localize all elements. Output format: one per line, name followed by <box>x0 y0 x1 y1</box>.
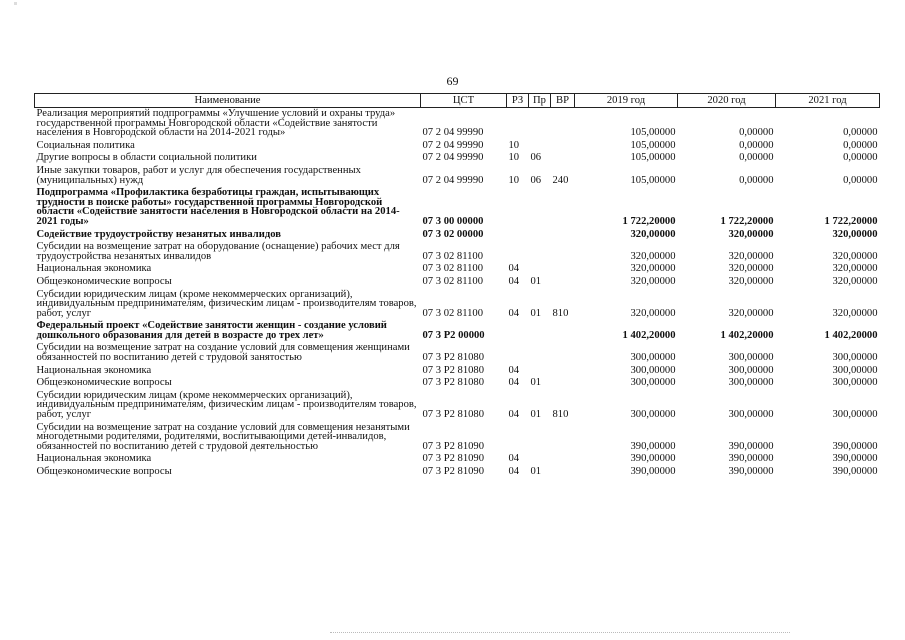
scan-artifact <box>14 2 17 5</box>
cell-y2019: 320,00000 <box>630 250 676 262</box>
cell-y2019: 390,00000 <box>630 440 676 452</box>
cell-y2019: 105,00000 <box>630 127 676 139</box>
cell-y2021: 0,00000 <box>843 127 878 139</box>
table-row <box>35 152 880 165</box>
table-row <box>35 165 880 187</box>
cell-name: Субсидии юридическим лицам (кроме некоммерческих организаций), индивидуальным предпринимателям, физическим лицам - производителям товаров, работ, услуг <box>36 288 417 319</box>
cell-pr <box>529 365 551 378</box>
cell-y2021: 320,00000 <box>832 250 878 262</box>
table-row <box>35 229 880 242</box>
cell-cst: 07 2 04 99990 <box>422 174 484 186</box>
cell-y2020: 0,00000 <box>739 127 774 139</box>
cell-name: Иные закупки товаров, работ и услуг для обеспечения государственных (муниципальных) нужд <box>36 164 361 186</box>
cell-y2021: 300,00000 <box>832 409 878 421</box>
cell-pr <box>529 422 551 454</box>
cell-pr <box>529 229 551 242</box>
cell-y2020: 320,00000 <box>728 228 774 240</box>
cell-y2021: 1 402,20000 <box>824 329 878 341</box>
cell-y2019: 320,00000 <box>630 307 676 319</box>
cell-y2021: 0,00000 <box>843 174 878 186</box>
cell-y2021: 300,00000 <box>832 364 878 376</box>
cell-cst: 07 3 P2 81090 <box>422 440 485 452</box>
cell-rz <box>507 229 529 242</box>
cell-y2019: 1 402,20000 <box>622 329 676 341</box>
cell-vr <box>551 320 575 342</box>
cell-rz <box>507 422 529 454</box>
cell-name: Федеральный проект «Содействие занятости женщин - создание условий дошкольного образования для детей в возрасте до трех лет» <box>36 320 387 341</box>
cell-vr <box>551 466 575 479</box>
cell-vr <box>551 263 575 276</box>
cell-rz <box>507 108 529 140</box>
cell-cst: 07 2 04 99990 <box>422 152 484 164</box>
cell-y2019: 390,00000 <box>630 466 676 477</box>
cell-pr: 01 <box>530 466 542 477</box>
cell-pr: 01 <box>530 409 542 421</box>
cell-y2019: 300,00000 <box>630 409 676 421</box>
cell-rz <box>507 320 529 342</box>
cell-rz: 04 <box>508 263 520 275</box>
cell-name: Общеэкономические вопросы <box>36 275 172 287</box>
cell-cst: 07 3 P2 81080 <box>422 352 485 364</box>
cell-rz <box>507 187 529 228</box>
cell-rz: 04 <box>508 307 520 319</box>
cell-cst: 07 3 P2 00000 <box>422 329 485 341</box>
cell-rz <box>507 241 529 263</box>
cell-y2021: 0,00000 <box>843 139 878 151</box>
cell-cst: 07 3 00 00000 <box>422 215 484 227</box>
cell-y2020: 0,00000 <box>739 139 774 151</box>
cell-pr: 01 <box>530 377 542 389</box>
header-vr: ВР <box>551 94 575 108</box>
cell-vr <box>551 377 575 390</box>
cell-pr: 06 <box>530 174 542 186</box>
cell-y2019: 105,00000 <box>630 152 676 164</box>
cell-rz: 10 <box>508 152 520 164</box>
header-2020: 2020 год <box>678 94 776 108</box>
table-row <box>35 289 880 321</box>
header-rz: РЗ <box>507 94 529 108</box>
cell-rz: 04 <box>508 364 520 376</box>
cell-rz: 04 <box>508 377 520 389</box>
cell-cst: 07 2 04 99990 <box>422 127 484 139</box>
cell-vr <box>551 241 575 263</box>
table-row <box>35 365 880 378</box>
cell-vr <box>551 365 575 378</box>
budget-table <box>34 93 880 479</box>
cell-vr: 810 <box>552 409 569 421</box>
cell-y2019: 320,00000 <box>630 228 676 240</box>
cell-name: Другие вопросы в области социальной политики <box>36 152 257 164</box>
cell-name: Национальная экономика <box>36 364 152 376</box>
cell-y2019: 320,00000 <box>630 275 676 287</box>
cell-name: Национальная экономика <box>36 453 152 465</box>
cell-cst: 07 3 02 00000 <box>422 228 484 240</box>
cell-y2020: 320,00000 <box>728 263 774 275</box>
cell-y2021: 1 722,20000 <box>824 215 878 227</box>
table-row <box>35 453 880 466</box>
header-2019: 2019 год <box>575 94 678 108</box>
table-body <box>35 108 880 479</box>
table-row <box>35 422 880 454</box>
cell-rz: 04 <box>508 453 520 465</box>
cell-y2021: 390,00000 <box>832 453 878 465</box>
cell-y2021: 320,00000 <box>832 307 878 319</box>
cell-vr: 240 <box>552 174 569 186</box>
cell-pr <box>529 453 551 466</box>
cell-y2021: 300,00000 <box>832 377 878 389</box>
cell-y2019: 320,00000 <box>630 263 676 275</box>
cell-y2019: 1 722,20000 <box>622 215 676 227</box>
cell-vr <box>551 152 575 165</box>
cell-cst: 07 3 02 81100 <box>422 307 484 319</box>
cell-name: Субсидии юридическим лицам (кроме некоммерческих организаций), индивидуальным предпринимателям, физическим лицам - производителям товаров, работ, услуг <box>36 389 417 421</box>
cell-rz: 10 <box>508 139 520 151</box>
cell-pr <box>529 140 551 153</box>
cell-y2019: 105,00000 <box>630 174 676 186</box>
cell-y2020: 390,00000 <box>728 466 774 477</box>
cell-vr: 810 <box>552 307 569 319</box>
cell-y2020: 300,00000 <box>728 352 774 364</box>
cell-y2020: 0,00000 <box>739 174 774 186</box>
cell-y2019: 300,00000 <box>630 364 676 376</box>
cell-cst: 07 3 02 81100 <box>422 263 484 275</box>
table-row <box>35 276 880 289</box>
cell-name: Субсидии на возмещение затрат на оборудование (оснащение) рабочих мест для трудоустройства незанятых инвалидов <box>36 241 400 262</box>
header-cst: ЦСТ <box>421 94 507 108</box>
cell-pr: 01 <box>530 275 542 287</box>
table-row <box>35 108 880 140</box>
cell-name: Реализация мероприятий подпрограммы «Улучшение условий и охраны труда» государственной программы Новгородской области «Содействие занятости населения в Новгородской области на 2014-2021 годы» <box>36 108 396 139</box>
header-name: Наименование <box>35 94 421 108</box>
cell-name: Общеэкономические вопросы <box>36 377 172 389</box>
header-pr: Пр <box>529 94 551 108</box>
table-row <box>35 390 880 422</box>
cell-cst: 07 3 P2 81090 <box>422 466 485 477</box>
cell-y2020: 300,00000 <box>728 377 774 389</box>
cell-pr <box>529 263 551 276</box>
cell-rz: 04 <box>508 466 520 477</box>
cell-pr <box>529 241 551 263</box>
cell-cst: 07 3 P2 81080 <box>422 364 485 376</box>
cell-vr <box>551 453 575 466</box>
cell-cst: 07 3 P2 81080 <box>422 377 485 389</box>
cell-vr <box>551 108 575 140</box>
table-row <box>35 342 880 364</box>
cell-y2021: 0,00000 <box>843 152 878 164</box>
cell-rz: 04 <box>508 275 520 287</box>
cell-vr <box>551 276 575 289</box>
cell-pr <box>529 320 551 342</box>
cell-cst: 07 3 P2 81090 <box>422 453 485 465</box>
cell-y2019: 300,00000 <box>630 377 676 389</box>
cell-y2020: 390,00000 <box>728 440 774 452</box>
cell-y2021: 390,00000 <box>832 440 878 452</box>
cell-name: Национальная экономика <box>36 263 152 275</box>
cell-cst: 07 3 02 81100 <box>422 275 484 287</box>
cell-name: Общеэкономические вопросы <box>36 466 172 477</box>
scan-artifact-line <box>330 632 790 634</box>
cell-vr <box>551 140 575 153</box>
table-row <box>35 187 880 228</box>
cell-cst: 07 2 04 99990 <box>422 139 484 151</box>
table-row <box>35 320 880 342</box>
cell-y2021: 390,00000 <box>832 466 878 477</box>
table-row <box>35 263 880 276</box>
cell-y2020: 320,00000 <box>728 307 774 319</box>
cell-pr: 06 <box>530 152 542 164</box>
cell-y2021: 320,00000 <box>832 228 878 240</box>
cell-vr <box>551 422 575 454</box>
cell-rz <box>507 342 529 364</box>
cell-y2020: 0,00000 <box>739 152 774 164</box>
header-2021: 2021 год <box>776 94 880 108</box>
cell-y2020: 300,00000 <box>728 409 774 421</box>
cell-pr <box>529 342 551 364</box>
cell-y2020: 320,00000 <box>728 250 774 262</box>
cell-y2019: 300,00000 <box>630 352 676 364</box>
cell-pr <box>529 108 551 140</box>
cell-rz: 10 <box>508 174 520 186</box>
table-row <box>35 241 880 263</box>
cell-vr <box>551 229 575 242</box>
cell-y2020: 1 722,20000 <box>720 215 774 227</box>
cell-name: Социальная политика <box>36 139 135 151</box>
cell-rz: 04 <box>508 409 520 421</box>
cell-y2019: 390,00000 <box>630 453 676 465</box>
cell-name: Субсидии на возмещение затрат на создание условий для совмещения женщинами обязанностей по воспитанию детей с трудовой занятостью <box>36 342 410 364</box>
cell-name: Субсидии на возмещение затрат на создание условий для совмещения незанятыми многодетными родителями, родителями, воспитывающими детей-инвалидов, обязанностей по воспитанию детей с трудовой деятельностью <box>36 421 410 452</box>
cell-cst: 07 3 P2 81080 <box>422 409 485 421</box>
cell-cst: 07 3 02 81100 <box>422 250 484 262</box>
cell-name: Подпрограмма «Профилактика безработицы граждан, испытывающих трудности в поиске работы» государственной программы Новгородской области «Содействие занятости населения в Новгородской области на 2014-2021 годы» <box>36 187 400 227</box>
cell-pr <box>529 187 551 228</box>
cell-y2020: 320,00000 <box>728 275 774 287</box>
cell-y2021: 300,00000 <box>832 352 878 364</box>
cell-pr: 01 <box>530 307 542 319</box>
cell-y2019: 105,00000 <box>630 139 676 151</box>
cell-y2020: 300,00000 <box>728 364 774 376</box>
table-header-row <box>35 94 880 108</box>
table-row <box>35 377 880 390</box>
cell-y2021: 320,00000 <box>832 275 878 287</box>
cell-name: Содействие трудоустройству незанятых инвалидов <box>36 228 281 240</box>
cell-y2020: 390,00000 <box>728 453 774 465</box>
cell-y2020: 1 402,20000 <box>720 329 774 341</box>
cell-vr <box>551 342 575 364</box>
table-row <box>35 466 880 479</box>
cell-y2021: 320,00000 <box>832 263 878 275</box>
page-number: 69 <box>446 74 459 88</box>
table-row <box>35 140 880 153</box>
cell-vr <box>551 187 575 228</box>
